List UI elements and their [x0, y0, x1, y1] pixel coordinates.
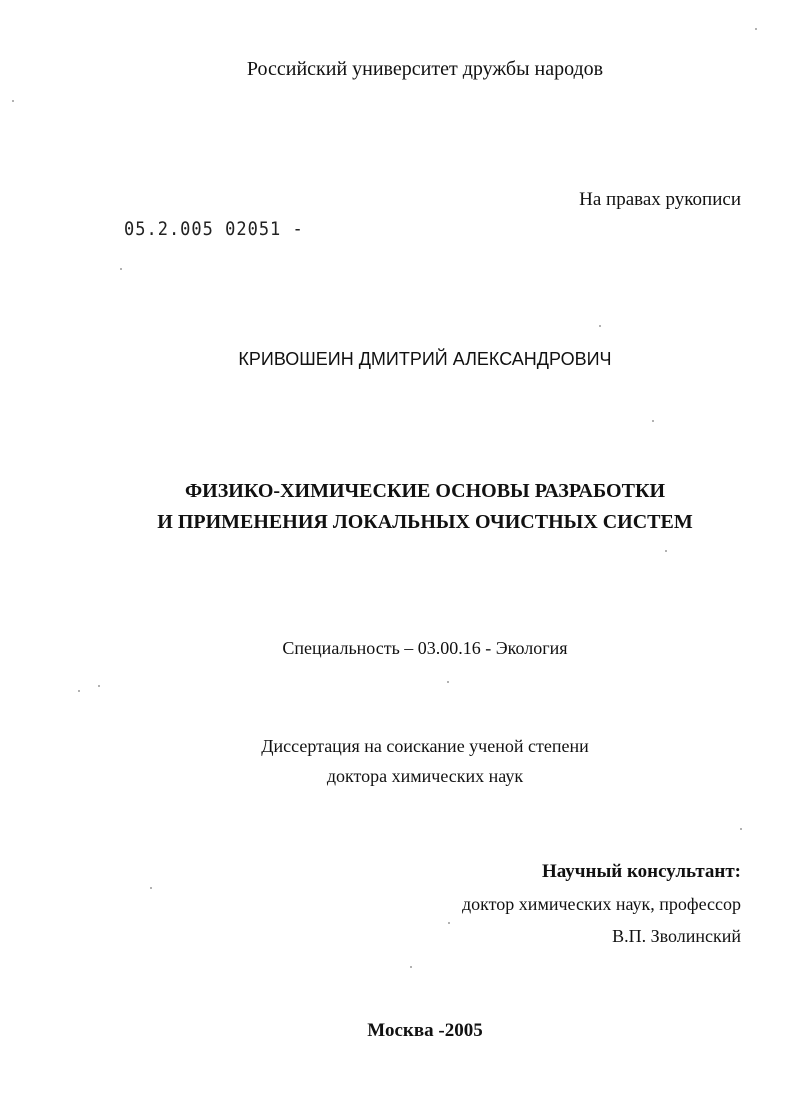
thesis-title-line-2: И ПРИМЕНЕНИЯ ЛОКАЛЬНЫХ ОЧИСТНЫХ СИСТЕМ [157, 511, 693, 533]
consultant-degree: доктор химических наук, профессор [462, 894, 741, 914]
scan-speck [447, 681, 449, 683]
city-year: Москва -2005 [367, 1020, 483, 1041]
scan-speck [652, 420, 654, 422]
registration-code: 05.2.005 02051 - [124, 218, 304, 241]
scan-speck [755, 28, 757, 30]
university-name: Российский университет дружбы народов [246, 58, 604, 80]
scan-speck [98, 685, 100, 687]
dissertation-line-2: доктора химических наук [326, 766, 524, 786]
manuscript-note: На правах рукописи [579, 189, 741, 210]
author-name: КРИВОШЕИН ДМИТРИЙ АЛЕКСАНДРОВИЧ [238, 349, 612, 369]
consultant-name: В.П. Зволинский [612, 926, 741, 946]
scan-speck [120, 268, 122, 270]
dissertation-line-1: Диссертация на соискание ученой степени [261, 736, 589, 756]
scan-speck [665, 550, 667, 552]
specialty-line: Специальность – 03.00.16 - Экология [282, 638, 568, 658]
scan-speck [410, 966, 412, 968]
scan-speck [78, 690, 80, 692]
scan-speck [150, 887, 152, 889]
thesis-title-line-1: ФИЗИКО-ХИМИЧЕСКИЕ ОСНОВЫ РАЗРАБОТКИ [185, 480, 665, 502]
consultant-label: Научный консультант: [541, 861, 741, 882]
scan-speck [12, 100, 14, 102]
scan-speck [599, 325, 601, 327]
scan-speck [448, 922, 450, 924]
scan-speck [740, 828, 742, 830]
